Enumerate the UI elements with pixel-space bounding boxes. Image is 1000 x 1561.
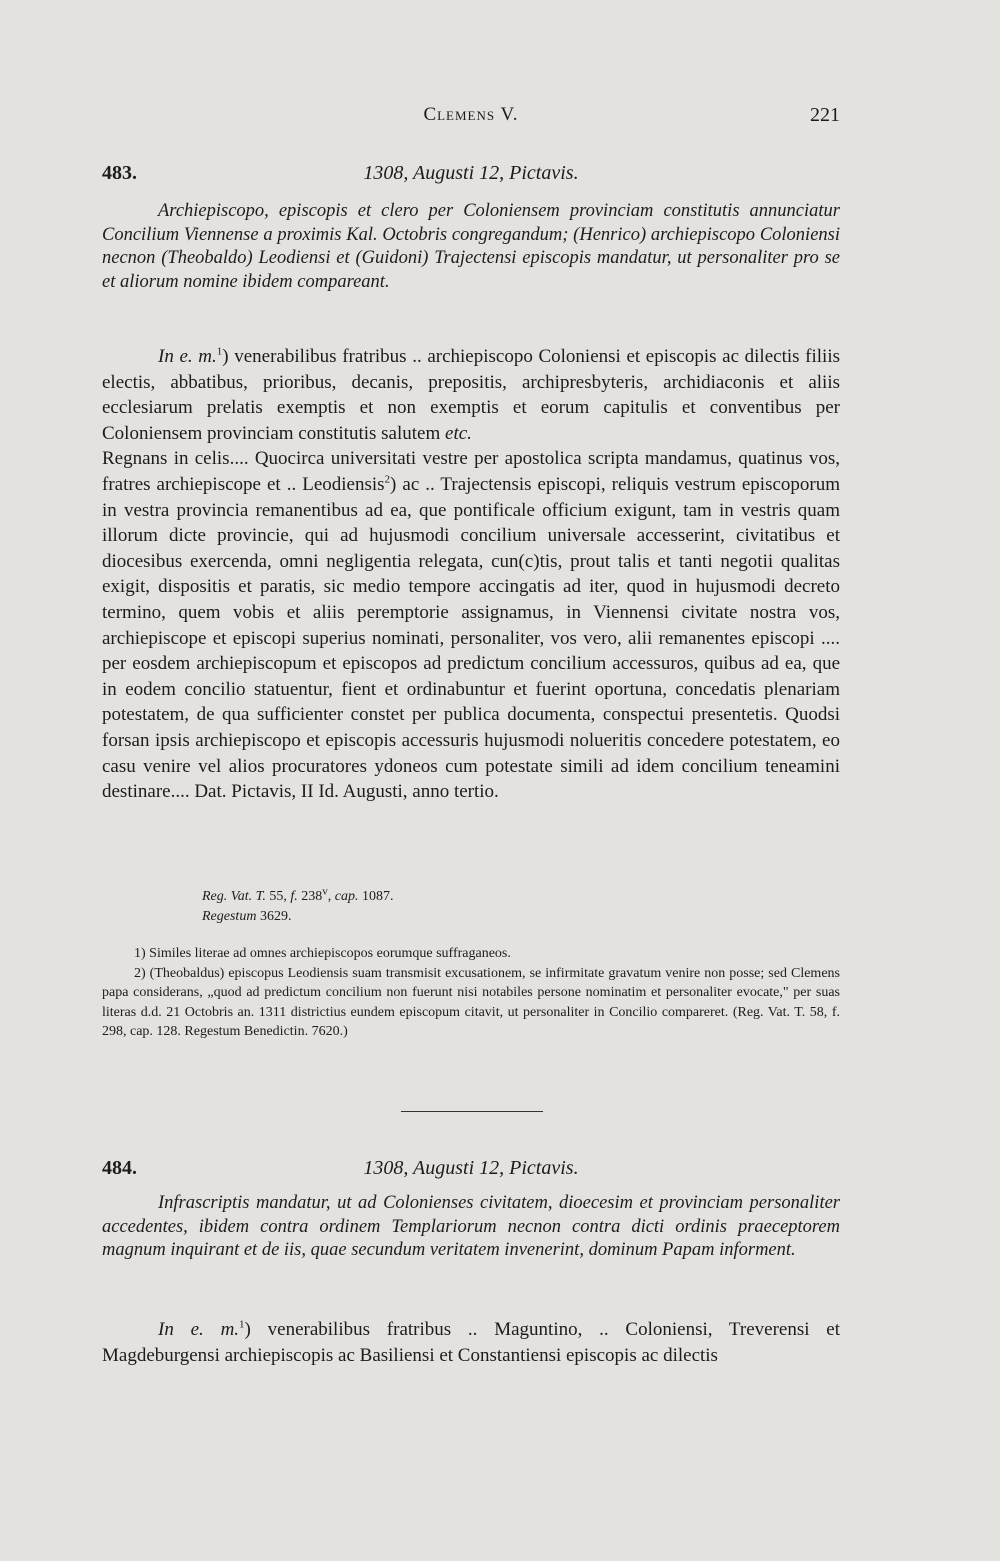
entry-483-paragraph-2 xyxy=(102,446,840,804)
footnote-marker: 1 xyxy=(216,345,223,358)
reference-cap-label: cap. xyxy=(334,889,359,904)
footnote-marker: 2 xyxy=(384,473,391,486)
paragraph-text: Regnans in celis.... Quocirca universitati vestre per apostolica scripta mandamus, quatinus vos, fratres archiepiscope et .. Leodiensis xyxy=(102,448,840,495)
entry-484-summary: Infrascriptis mandatur, ut ad Colonienses civitatem, dioecesim et provinciam personaliter accedentes, ibidem contra ordinem Templariorum necnon contra dicti ordinis praeceptorem magnum inquirant et de iis, quae secundum veritatem invenerint, dominum Papam informent. xyxy=(102,1193,840,1261)
reference-separator: , xyxy=(327,889,335,904)
reference-verso: v xyxy=(322,885,328,898)
running-head xyxy=(102,104,840,134)
reference-volume: 55, xyxy=(265,889,291,904)
entry-date: 1308, Augusti 12, Pictavis. xyxy=(363,162,579,184)
incipit: In e. m. xyxy=(158,346,217,367)
paragraph-text: ) venerabilibus fratribus .. Maguntino, .. Coloniensi, Treverensi et Magdeburgensi archiepiscopis ac Basiliensi et Constantiensi episcopis ac dilectis xyxy=(102,1319,840,1366)
entry-484-paragraph-1 xyxy=(102,1317,840,1368)
entry-483-summary: Archiepiscopo, episcopis et clero per Coloniensem provinciam constitutis annunciatur Concilium Viennense a proximis Kal. Octobris congregandum; (Henrico) archiepiscopo Coloniensi necnon (Theobaldo) Leodiensi et (Guidoni) Trajectensi episcopis mandatur, ut personaliter pro se et aliorum nomine ibidem compareant. xyxy=(102,201,840,292)
entry-483-text xyxy=(102,344,840,805)
entry-date: 1308, Augusti 12, Pictavis. xyxy=(363,1157,579,1179)
entry-483-heading xyxy=(102,162,840,190)
reference-folio-label: f. xyxy=(290,889,298,904)
incipit: In e. m. xyxy=(158,1319,240,1340)
entry-number: 484. xyxy=(102,1157,137,1179)
entry-483-paragraph-1 xyxy=(102,344,840,446)
reference-label: Reg. Vat. T. xyxy=(202,889,266,904)
running-title: Clemens V. xyxy=(423,104,519,125)
reference-regestum xyxy=(202,907,394,927)
footnote-marker: 1 xyxy=(239,1318,245,1331)
section-divider xyxy=(401,1111,543,1112)
footnote-2: 2) (Theobaldus) episcopus Leodiensis suam transmisit excusationem, se infirmitate gravatum venire non posse; sed Clemens papa considerans, „quod ad predictum concilium non fuerunt nisi notabiles persone nominatim et personaliter evocate," per suas literas d.d. 21 Octobris an. 1311 districtius eundem episcopum citavit, ut personaliter in Concilio compareret. (Reg. Vat. T. 58, f. 298, cap. 128. Regestum Benedictin. 7620.) xyxy=(102,965,840,1040)
reference-label: Regestum xyxy=(202,909,257,924)
paragraph-text: ) ac .. Trajectensis episcopi, reliquis vestrum episcoporum in vestra provincia remanentibus ad ea, que pontificale officium exigunt, tam in vestris quam illorum dicte provincie, qui ad hujusmodi concilium universale accesserint, civitatibus et diocesibus exercenda, omni negligentia relegata, cun(c)tis, prout talis et tanti negotii qualitas exigit, dispositis et paratis, sic medio tempore accingatis ad iter, quod in hujusmodi decreto termino, quem vobis et aliis peremptorie assignamus, in Viennensi civitate nostra vos, archiepiscope et episcopi superius nominati, personaliter, vos vero, alii remanentes episcopi .... per eosdem archiepiscopum et episcopos ad predictum concilium accessuros, quibus ad ea, que in eodem concilio statuentur, fient et ordinabuntur et fuerint oportuna, concedatis plenariam potestatem, de qua sufficienter constet per publica documenta, conspectui presentetis. Quodsi forsan ipsis archiepiscopo et episcopis accessuris hujusmodi nolueritis concedere potestatem, eo casu venire vel alios procuratores ydoneos cum potestate simili ad idem concilium teneamini destinare.... Dat. Pictavis, II Id. Augusti, anno tertio. xyxy=(102,473,841,803)
footnote-1: 1) Similes literae ad omnes archiepiscopos eorumque suffraganeos. xyxy=(134,946,511,961)
etc-abbreviation: etc. xyxy=(445,422,472,444)
reference-folio: 238 xyxy=(297,889,323,904)
entry-484-text xyxy=(102,1317,840,1368)
reference-cap: 1087. xyxy=(358,889,394,904)
entry-number: 483. xyxy=(102,162,137,184)
entry-483-references xyxy=(202,887,394,927)
reference-number: 3629. xyxy=(256,909,292,924)
entry-484-heading xyxy=(102,1157,840,1185)
entry-483-footnotes xyxy=(102,944,840,1042)
paragraph-text: ) venerabilibus fratribus .. archiepiscopo Coloniensi et episcopis ac dilectis filiis electis, abbatibus, prioribus, decanis, prepositis, archipresbyteris, archidiaconis et aliis ecclesiarum prelatis exemptis et non exemptis et eorum capitulis et conventibus per Coloniensem provinciam constitutis salutem xyxy=(102,346,840,444)
page-number: 221 xyxy=(810,104,840,126)
reference-reg-vat xyxy=(202,887,394,907)
